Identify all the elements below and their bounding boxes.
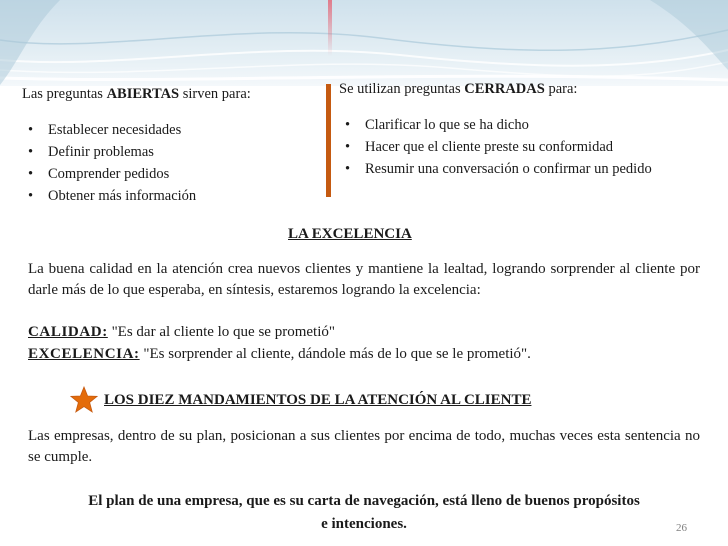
excelencia-text: "Es sorprender al cliente, dándole más de lo que se le prometió". bbox=[139, 346, 531, 362]
open-questions-list bbox=[22, 119, 322, 207]
list-item: • Obtener más información bbox=[22, 185, 322, 207]
header-banner bbox=[0, 0, 728, 86]
closed-questions-list bbox=[339, 114, 705, 180]
list-item: • Establecer necesidades bbox=[22, 119, 322, 141]
star-icon bbox=[70, 386, 98, 414]
closed-questions-keyword: CERRADAS bbox=[464, 81, 545, 97]
open-questions-keyword: ABIERTAS bbox=[106, 86, 180, 102]
list-item: • Clarificar lo que se ha dicho bbox=[339, 114, 705, 136]
mandamientos-paragraph: Las empresas, dentro de su plan, posicionan a sus clientes por encima de todo, muchas veces esta sentencia no se cumple. bbox=[28, 428, 700, 465]
calidad-text: "Es dar al cliente lo que se prometió" bbox=[107, 324, 335, 340]
calidad-label: CALIDAD: bbox=[28, 324, 108, 340]
open-questions-column bbox=[22, 83, 322, 207]
excelencia-heading: LA EXCELENCIA bbox=[288, 226, 412, 242]
list-item: • Resumir una conversación o confirmar un pedido bbox=[339, 158, 705, 180]
closing-line-1: El plan de una empresa, que es su carta de navegación, está lleno de buenos propósitos bbox=[88, 493, 640, 509]
open-questions-intro: Las preguntas ABIERTAS sirven para: bbox=[22, 86, 251, 102]
excelencia-label: EXCELENCIA: bbox=[28, 346, 140, 362]
list-item: • Definir problemas bbox=[22, 141, 322, 163]
closing-statement bbox=[28, 490, 700, 536]
closed-questions-intro: Se utilizan preguntas CERRADAS para: bbox=[339, 81, 578, 97]
column-divider bbox=[326, 84, 331, 197]
page-number: 26 bbox=[676, 522, 687, 534]
list-item: • Hacer que el cliente preste su conformidad bbox=[339, 136, 705, 158]
header-accent-line bbox=[328, 0, 332, 56]
closed-questions-column bbox=[339, 78, 705, 180]
list-item: • Comprender pedidos bbox=[22, 163, 322, 185]
decorative-waves bbox=[0, 0, 728, 86]
mandamientos-heading: LOS DIEZ MANDAMIENTOS DE LA ATENCIÓN AL CLIENTE bbox=[104, 392, 532, 408]
excelencia-definition bbox=[28, 344, 531, 365]
excelencia-paragraph: La buena calidad en la atención crea nuevos clientes y mantiene la lealtad, logrando sorprender al cliente por darle más de lo que esperaba, en síntesis, estaremos logrando la excelencia: bbox=[28, 261, 700, 298]
calidad-definition bbox=[28, 322, 335, 343]
closing-line-2: e intenciones. bbox=[321, 516, 407, 532]
